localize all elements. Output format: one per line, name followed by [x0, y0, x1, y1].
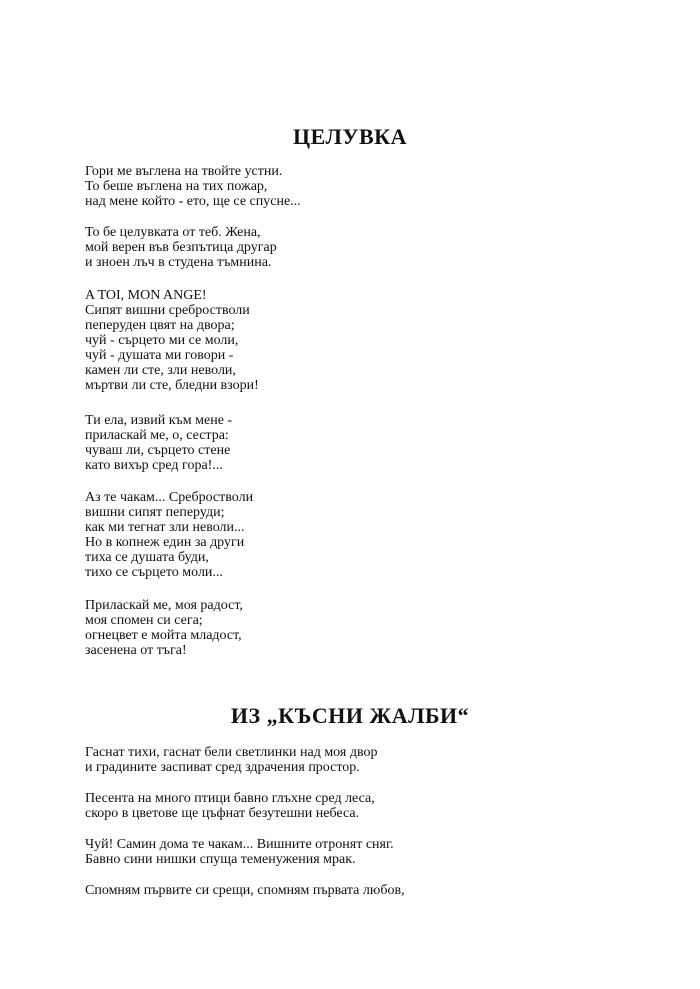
verse-line: чуй - душата ми говори -: [85, 348, 234, 363]
verse-line: A TOI, MON ANGE!: [85, 288, 207, 303]
verse-line: скоро в цветове ще цъфнат безутешни небеса.: [85, 806, 360, 821]
verse-line: и градините заспиват сред здрачения простор.: [85, 760, 360, 775]
verse-line: и зноен лъч в студена тъмнина.: [85, 255, 272, 270]
verse-line: мъртви ли сте, бледни взори!: [85, 378, 259, 393]
verse-line: Песента на много птици бавно глъхне сред леса,: [85, 791, 375, 806]
verse-line: засенена от тъга!: [85, 643, 187, 658]
stanza: [85, 791, 375, 821]
verse-line: Ти ела, извий към мене -: [85, 413, 233, 428]
stanza: [85, 837, 394, 867]
verse-line: тихо се сърцето моли...: [85, 565, 223, 580]
stanza: [85, 745, 378, 775]
verse-line: тиха се душата буди,: [85, 550, 209, 565]
verse-line: Чуй! Самин дома те чакам... Вишните отронят сняг.: [85, 837, 394, 852]
stanza: [85, 598, 243, 658]
stanza: [85, 413, 232, 473]
verse-line: над мене който - ето, ще се спусне...: [85, 194, 301, 209]
verse-line: чуваш ли, сърцето стене: [85, 443, 231, 458]
stanza: [85, 490, 253, 580]
verse-line: Но в копнеж един за други: [85, 535, 245, 550]
verse-line: моя спомен си сега;: [85, 613, 203, 628]
verse-line: камен ли сте, зли неволи,: [85, 363, 236, 378]
verse-line: чуй - сърцето ми се моли,: [85, 333, 239, 348]
stanza: [85, 288, 259, 393]
verse-line: Сипят вишни сребростволи: [85, 303, 250, 318]
stanza: [85, 225, 277, 270]
verse-line: като вихър сред гора!...: [85, 458, 223, 473]
poem-title: ИЗ „КЪСНИ ЖАЛБИ“: [230, 703, 470, 728]
poem-title: ЦЕЛУВКА: [292, 124, 408, 149]
stanza: [85, 883, 405, 898]
verse-line: Бавно сини нишки спуща теменужения мрак.: [85, 852, 356, 867]
verse-line: Гаснат тихи, гаснат бели светлинки над моя двор: [85, 745, 378, 760]
verse-line: То бе целувката от теб. Жена,: [85, 225, 261, 240]
verse-line: как ми тегнат зли неволи...: [85, 520, 245, 535]
verse-line: мой верен във безпътица другар: [85, 240, 277, 255]
stanza: [85, 164, 301, 209]
verse-line: Гори ме въглена на твойте устни.: [85, 164, 283, 179]
verse-line: пеперуден цвят на двора;: [85, 318, 235, 333]
verse-line: вишни сипят пеперуди;: [85, 505, 225, 520]
verse-line: огнецвет е мойта младост,: [85, 628, 242, 643]
verse-line: Аз те чакам... Сребростволи: [85, 490, 254, 505]
verse-line: Приласкай ме, моя радост,: [85, 598, 243, 613]
verse-line: То беше въглена на тих пожар,: [85, 179, 268, 194]
verse-line: Спомням първите си срещи, спомням първата любов,: [85, 883, 405, 898]
verse-line: приласкай ме, о, сестра:: [85, 428, 229, 443]
